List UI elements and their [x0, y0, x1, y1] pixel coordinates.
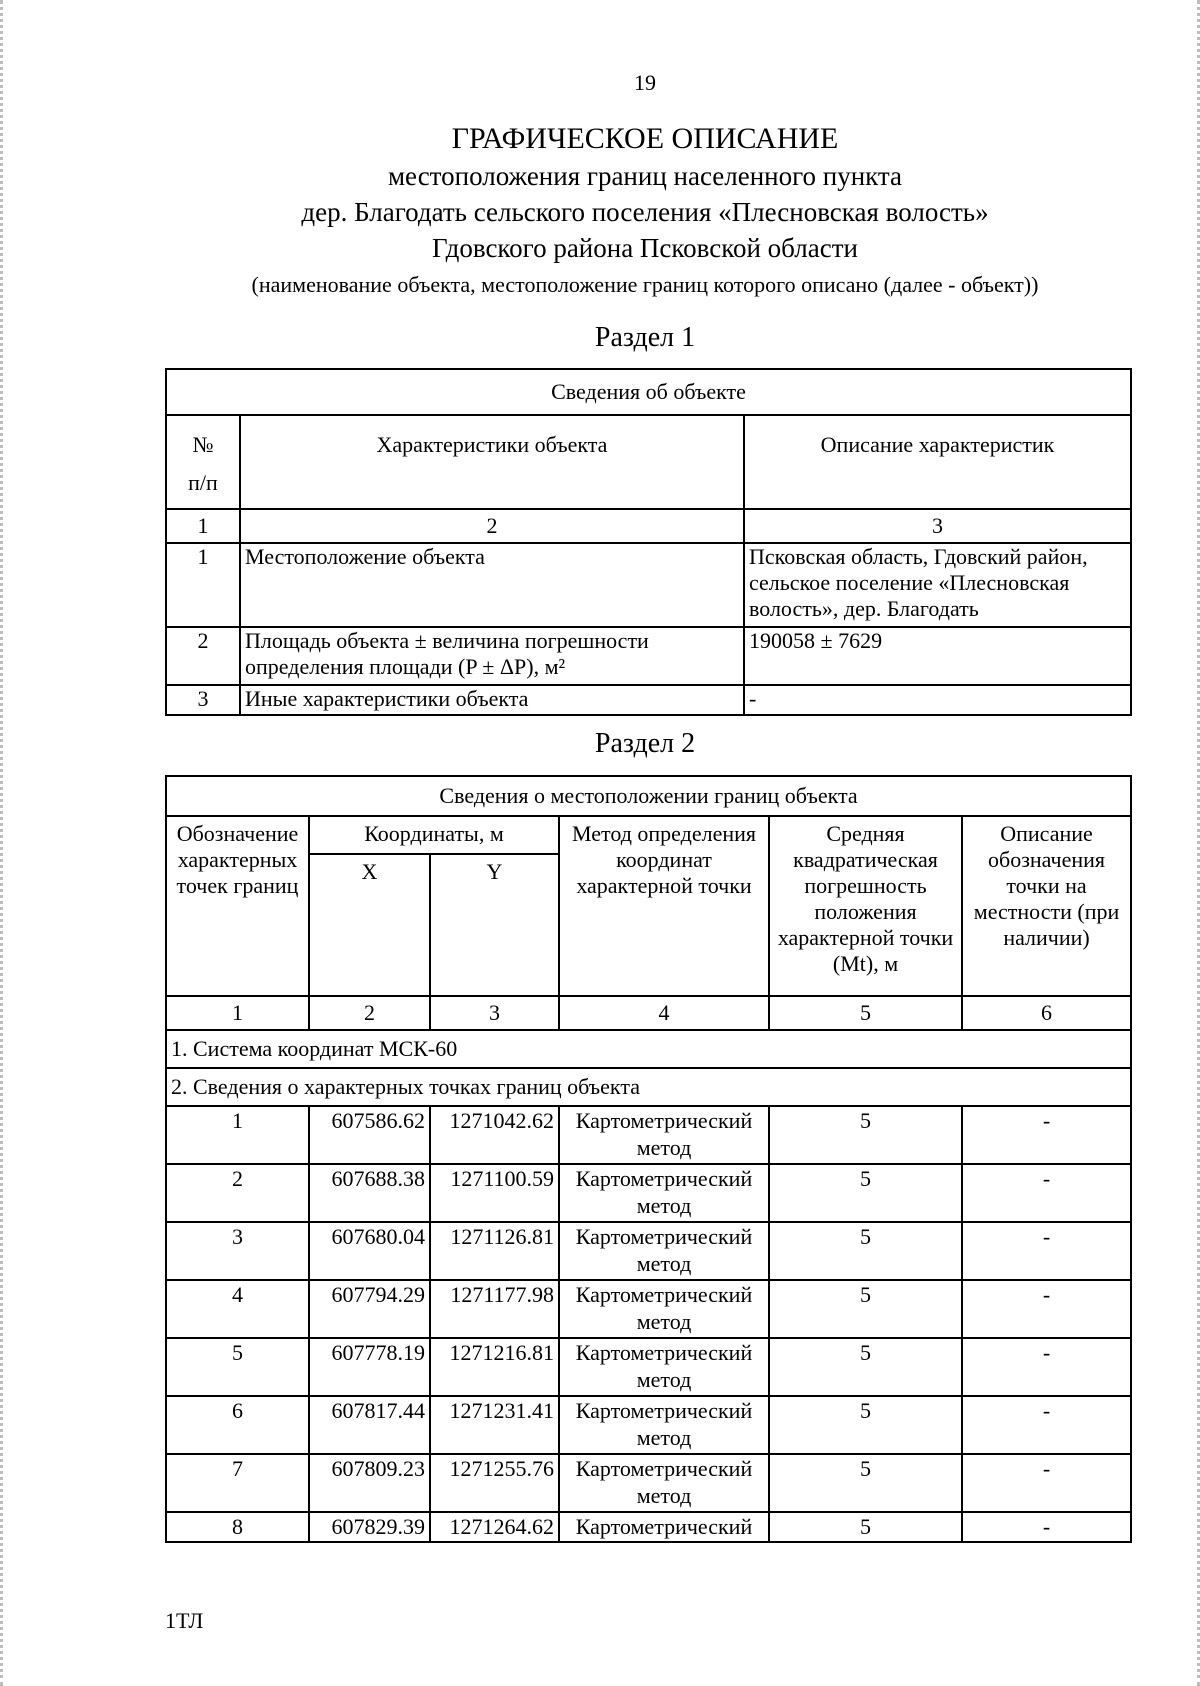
row-characteristic: Площадь объекта ± величина погрешности определения площади (P ± ΔP), м²: [240, 627, 744, 685]
col-point-header: Обозначение характерных точек границ: [166, 816, 309, 996]
table-row: [166, 1164, 1131, 1222]
row-characteristic: Иные характеристики объекта: [240, 685, 744, 715]
table-row: [166, 1106, 1131, 1164]
column-number-row: [166, 509, 1131, 543]
method-line-1: Картометрический: [575, 1282, 753, 1307]
point-description: -: [962, 1512, 1131, 1542]
column-number: 3: [744, 509, 1131, 543]
method: [559, 1338, 769, 1396]
point-description: -: [962, 1106, 1131, 1164]
col-desc-header: Описание обозначения точки на местности (при наличии): [962, 816, 1131, 996]
table-row: [166, 1454, 1131, 1512]
table-row: [166, 1512, 1131, 1542]
method: [559, 1512, 769, 1542]
table-row: [166, 627, 1131, 685]
column-number: 4: [559, 996, 769, 1030]
table-row: [166, 1396, 1131, 1454]
method-line-1: Картометрический: [575, 1514, 753, 1539]
point-description: -: [962, 1164, 1131, 1222]
coord-x: 607586.62: [309, 1106, 430, 1164]
title-line-2: местоположения границ населенного пункта: [387, 161, 903, 191]
method-line-1: Картометрический: [575, 1224, 753, 1249]
points-body: [166, 1106, 1131, 1542]
error: 5: [769, 1338, 962, 1396]
point-id: 2: [166, 1164, 309, 1222]
point-id: 4: [166, 1280, 309, 1338]
error: 5: [769, 1454, 962, 1512]
error: 5: [769, 1222, 962, 1280]
column-number: 1: [166, 509, 240, 543]
coord-x: 607794.29: [309, 1280, 430, 1338]
subheader-row: [166, 1030, 1131, 1068]
error: 5: [769, 1280, 962, 1338]
method-line-1: Картометрический: [575, 1398, 753, 1423]
coord-x: 607829.39: [309, 1512, 430, 1542]
row-number: 3: [166, 685, 240, 715]
title-line-4: Гдовского района Псковской области: [432, 233, 858, 263]
col-x-header: X: [309, 854, 430, 996]
coord-y: 1271216.81: [430, 1338, 559, 1396]
header-row: [166, 415, 1131, 509]
row-number: 1: [166, 543, 240, 627]
coord-y: 1271264.62: [430, 1512, 559, 1542]
title-line-1: ГРАФИЧЕСКОЕ ОПИСАНИЕ: [451, 122, 839, 155]
page-number: 19: [634, 70, 656, 95]
row-description: 190058 ± 7629: [744, 627, 1131, 685]
method-line-1: Картометрический: [575, 1108, 753, 1133]
subtitle-note: (наименование объекта, местоположение границ которого описано (далее - объект)): [251, 272, 1039, 297]
method: [559, 1164, 769, 1222]
column-number: 2: [240, 509, 744, 543]
coord-y: 1271126.81: [430, 1222, 559, 1280]
col-y-header: Y: [430, 854, 559, 996]
column-number: 1: [166, 996, 309, 1030]
method: [559, 1454, 769, 1512]
row-number: 2: [166, 627, 240, 685]
table-title-row: [166, 776, 1131, 816]
document-title: [0, 120, 1200, 266]
row-description: -: [744, 685, 1131, 715]
col-characteristics-header: Характеристики объекта: [240, 415, 744, 509]
point-id: 7: [166, 1454, 309, 1512]
column-number: 5: [769, 996, 962, 1030]
method: [559, 1280, 769, 1338]
subheader-row: [166, 1068, 1131, 1106]
table-row: [166, 1222, 1131, 1280]
footer-mark: 1ТЛ: [165, 1608, 204, 1633]
table-row: [166, 1280, 1131, 1338]
column-number-row: [166, 996, 1131, 1030]
method: [559, 1222, 769, 1280]
coord-y: 1271100.59: [430, 1164, 559, 1222]
point-description: -: [962, 1396, 1131, 1454]
method: [559, 1106, 769, 1164]
point-description: -: [962, 1222, 1131, 1280]
coord-y: 1271231.41: [430, 1396, 559, 1454]
point-id: 1: [166, 1106, 309, 1164]
col-description-header: Описание характеристик: [744, 415, 1131, 509]
col-coords-header: Координаты, м: [309, 816, 559, 854]
col-number-line2: п/п: [188, 470, 218, 495]
coordinate-system: 1. Система координат МСК-60: [166, 1030, 1131, 1068]
row-characteristic: Местоположение объекта: [240, 543, 744, 627]
col-number-header: [166, 415, 240, 509]
boundary-points-table: [165, 775, 1132, 1543]
method-line-2: метод: [636, 1193, 692, 1218]
point-id: 5: [166, 1338, 309, 1396]
coord-y: 1271042.62: [430, 1106, 559, 1164]
coord-x: 607680.04: [309, 1222, 430, 1280]
table-title: Сведения о местоположении границ объекта: [166, 776, 1131, 816]
coord-x: 607817.44: [309, 1396, 430, 1454]
coord-x: 607688.38: [309, 1164, 430, 1222]
coord-y: 1271255.76: [430, 1454, 559, 1512]
coord-x: 607778.19: [309, 1338, 430, 1396]
coord-x: 607809.23: [309, 1454, 430, 1512]
error: 5: [769, 1512, 962, 1542]
title-line-3: дер. Благодать сельского поселения «Плесновская волость»: [301, 197, 989, 227]
col-error-header: Средняя квадратическая погрешность положения характерной точки (Mt), м: [769, 816, 962, 996]
row-description: Псковская область, Гдовский район, сельское поселение «Плесновская волость», дер. Благодать: [744, 543, 1131, 627]
method-line-1: Картометрический: [575, 1456, 753, 1481]
method-line-1: Картометрический: [575, 1340, 753, 1365]
method-line-2: метод: [636, 1251, 692, 1276]
coord-y: 1271177.98: [430, 1280, 559, 1338]
method-line-2: метод: [636, 1425, 692, 1450]
point-description: -: [962, 1280, 1131, 1338]
point-description: -: [962, 1338, 1131, 1396]
column-number: 3: [430, 996, 559, 1030]
point-id: 3: [166, 1222, 309, 1280]
col-number-line1: №: [192, 432, 214, 457]
table-row: [166, 685, 1131, 715]
error: 5: [769, 1164, 962, 1222]
method-line-1: Картометрический: [575, 1166, 753, 1191]
method-line-2: метод: [636, 1309, 692, 1334]
column-number: 6: [962, 996, 1131, 1030]
method-line-2: метод: [636, 1135, 692, 1160]
header-row: [166, 816, 1131, 854]
table-row: [166, 543, 1131, 627]
method-line-2: метод: [636, 1367, 692, 1392]
points-section-title: 2. Сведения о характерных точках границ объекта: [166, 1068, 1131, 1106]
point-id: 8: [166, 1512, 309, 1542]
point-id: 6: [166, 1396, 309, 1454]
section-2-heading: Раздел 2: [594, 728, 696, 759]
method: [559, 1396, 769, 1454]
method-line-2: метод: [636, 1483, 692, 1508]
object-info-table: [165, 368, 1132, 716]
table-title: Сведения об объекте: [166, 369, 1131, 415]
error: 5: [769, 1396, 962, 1454]
table-row: [166, 1338, 1131, 1396]
section-1-heading: Раздел 1: [594, 322, 696, 353]
point-description: -: [962, 1454, 1131, 1512]
table-title-row: [166, 369, 1131, 415]
error: 5: [769, 1106, 962, 1164]
column-number: 2: [309, 996, 430, 1030]
col-method-header: Метод определения координат характерной точки: [559, 816, 769, 996]
